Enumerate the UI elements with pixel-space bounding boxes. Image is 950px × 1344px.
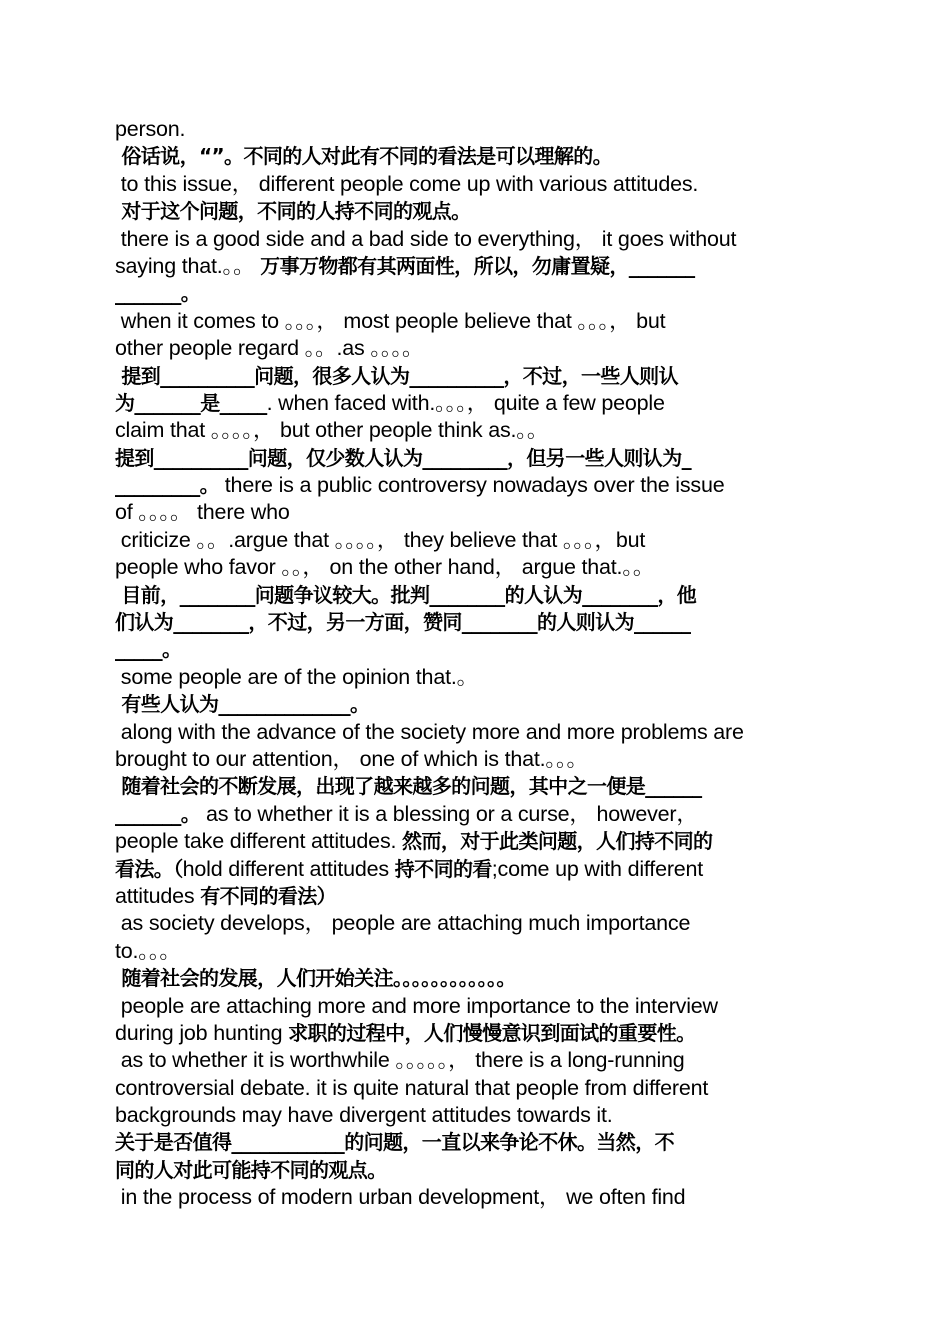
document-body [115,116,840,1212]
text-line [115,773,840,800]
english-text: ;come up with different [491,856,704,881]
english-text: to.。。。 [115,938,181,963]
english-text: controversial debate. it is quite natural that people from different [115,1075,709,1100]
text-line [115,527,840,554]
text-line [115,335,840,362]
english-text: hold different attitudes [182,856,395,881]
english-text: attitudes [115,883,201,908]
text-line [115,883,840,910]
text-line [115,993,840,1020]
text-line [115,363,840,390]
text-line [115,171,840,198]
text-line [115,856,840,883]
text-line [115,691,840,718]
text-line [115,198,840,225]
text-line [115,1129,840,1156]
chinese-text: 求职的过程中，人们慢慢意识到面试的重要性。 [288,1020,696,1045]
english-text: during job hunting [115,1020,289,1045]
chinese-text: 提到__________问题，很多人认为__________，不过，一些人则认 [115,363,678,388]
chinese-text: _______。 [115,801,201,826]
english-text: there is a public controversy nowadays over the issue [219,473,725,498]
text-line [115,1102,840,1129]
english-text: as to whether it is a blessing or a curse， however， [200,801,698,826]
text-line [115,472,840,499]
english-text: to this issue， different people come up with various attitudes. [115,171,699,196]
english-text: there is a good side and a bad side to everything， it goes without [115,226,737,251]
english-text: person. [115,117,186,141]
chinese-text: _________。 [115,473,220,498]
text-line [115,554,840,581]
chinese-text: 有些人认为______________。 [115,692,370,717]
text-line [115,499,840,526]
text-line [115,1020,840,1047]
chinese-text: 看法。（ [115,856,183,881]
text-line [115,719,840,746]
text-line [115,1157,840,1184]
text-line [115,390,840,417]
text-line [115,1184,840,1211]
text-line [115,253,840,280]
english-text: backgrounds may have divergent attitudes towards it. [115,1103,613,1128]
text-line [115,1047,840,1074]
chinese-text: 有不同的看法） [200,883,337,908]
chinese-text: 同的人对此可能持不同的观点。 [115,1157,387,1182]
text-line [115,143,840,170]
chinese-text: 为_______是_____ [115,390,267,415]
text-line [115,280,840,307]
text-line [115,664,840,691]
text-line [115,801,840,828]
english-text: in the process of modern urban development， we often find [115,1185,686,1210]
text-line [115,746,840,773]
english-text: saying that.。。 [115,253,261,278]
chinese-text: 对于这个问题，不同的人持不同的观点。 [115,199,471,224]
english-text: people are attaching more and more importance to the interview [115,993,718,1018]
english-text: as society develops， people are attaching much importance [115,911,691,936]
english-text: as to whether it is worthwhile 。。。。。， there is a long-running [115,1048,685,1073]
chinese-text: 俗话说，“”。不同的人对此有不同的看法是可以理解的。 [115,144,613,169]
text-line [115,609,840,636]
chinese-text: _______。 [115,281,201,306]
english-text: criticize 。。.argue that 。。。。， they believe that 。。。，but [115,527,646,552]
english-text: people who favor 。。， on the other hand， argue that.。。 [115,555,655,580]
english-text: people take different attitudes. [115,829,403,854]
chinese-text: 持不同的看 [394,856,492,881]
text-line [115,636,840,663]
text-line [115,582,840,609]
english-text: claim that 。。。。， but other people think as.。。 [115,418,549,443]
english-text: when it comes to 。。。， most people believe that 。。。， but [115,308,666,333]
chinese-text: 随着社会的不断发展，出现了越来越多的问题，其中之一便是______ [115,774,702,799]
text-line [115,116,840,143]
english-text: brought to our attention， one of which is that.。。。 [115,746,588,771]
text-line [115,445,840,472]
english-text: other people regard 。。.as 。。。。 [115,336,424,361]
chinese-text: 关于是否值得____________的问题，一直以来争论不休。当然，不 [115,1130,674,1155]
english-text: some people are of the opinion that.。 [115,664,478,689]
text-line [115,226,840,253]
chinese-text: 提到__________问题，仅少数人认为_________，但另一些人则认为_ [115,445,692,470]
chinese-text: _____。 [115,637,182,662]
text-line [115,828,840,855]
text-line [115,965,840,992]
chinese-text: 目前，________问题争议较大。批判________的人认为________，他 [115,582,697,607]
english-text: of 。。。。 there who [115,500,290,525]
chinese-text: 万事万物都有其两面性，所以，勿庸置疑，_______ [260,253,695,278]
text-line [115,910,840,937]
text-line [115,417,840,444]
chinese-text: 随着社会的发展，人们开始关注。。。。。。。。。。。。 [115,966,516,991]
english-text: along with the advance of the society more and more problems are [115,719,744,744]
english-text: . when faced with.。。。， quite a few people [266,390,665,415]
chinese-text: 然而，对于此类问题，人们持不同的 [402,829,713,854]
text-line [115,308,840,335]
chinese-text: 们认为________，不过，另一方面，赞同________的人则认为______ [115,610,691,635]
text-line [115,938,840,965]
text-line [115,1075,840,1102]
